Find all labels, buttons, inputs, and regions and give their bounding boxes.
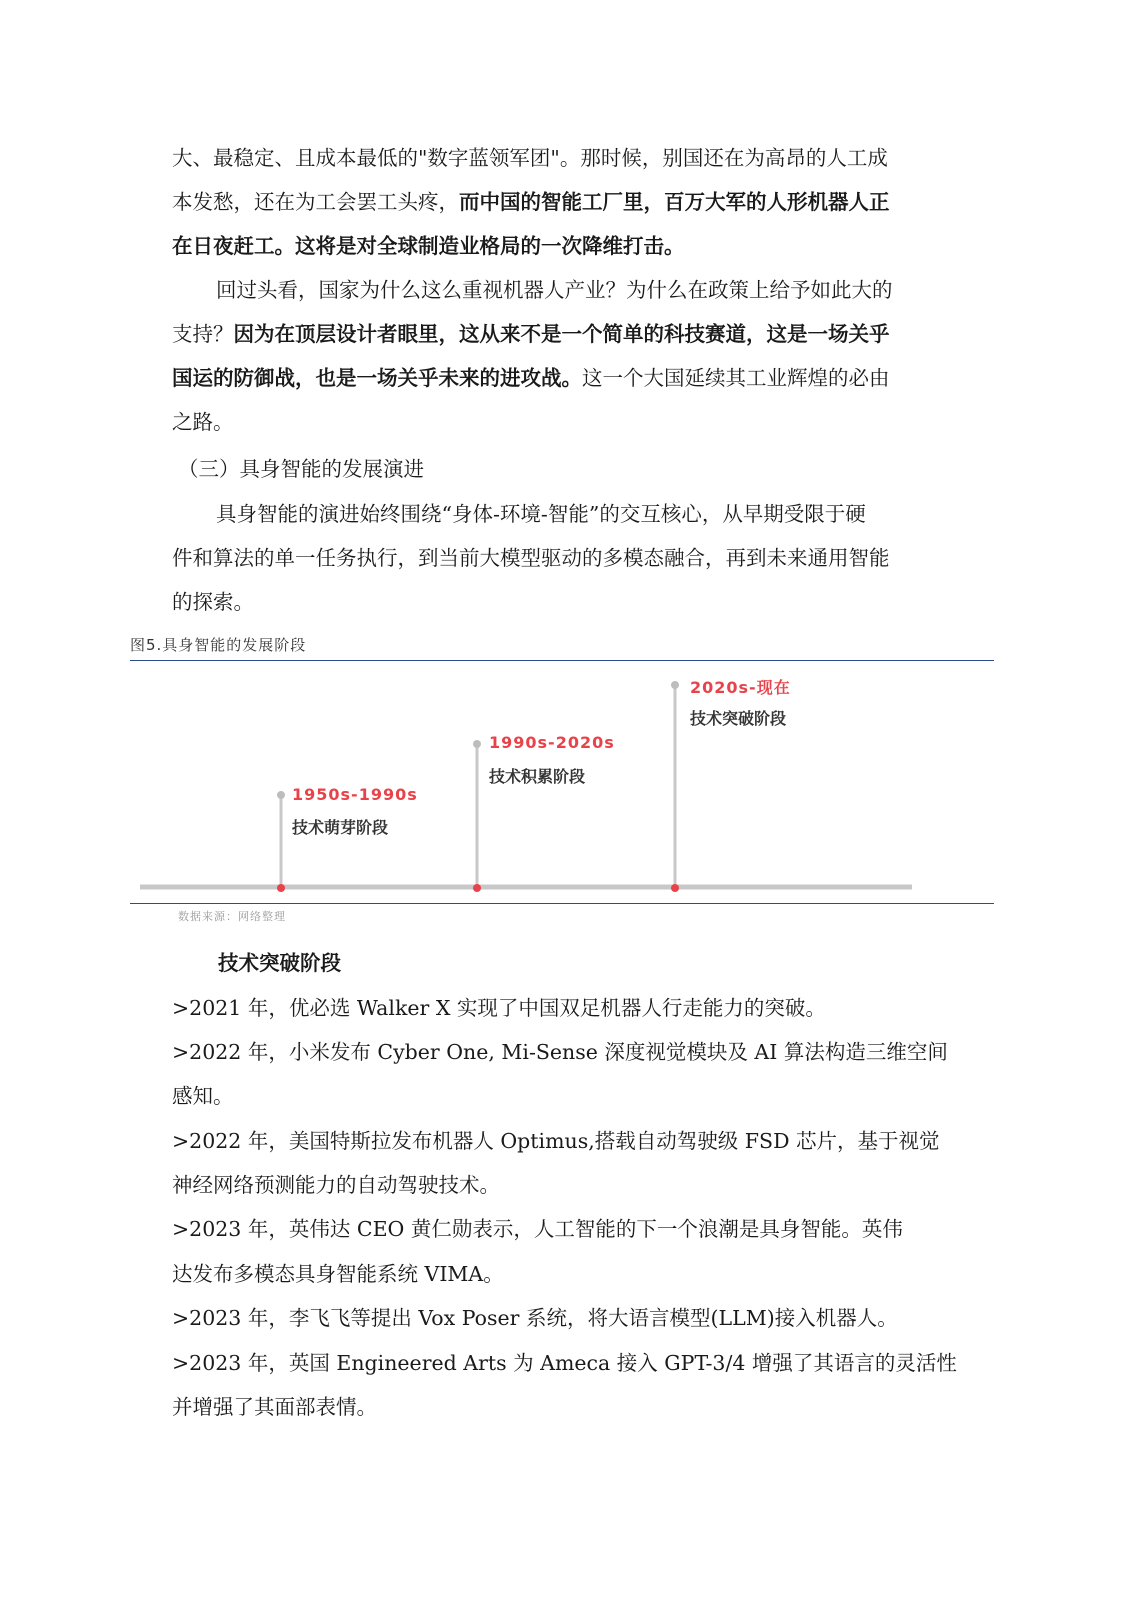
list-item-continuation: 神经网络预测能力的自动驾驶技术。 [172,1173,500,1197]
emphasis-text: 在日夜赶工。这将是对全球制造业格局的一次降维打击。 [172,234,685,258]
figure-source: 数据来源：网络整理 [178,910,286,923]
stage-marker [671,884,679,892]
stage-name: 技术积累阶段 [489,767,586,786]
figure-title: 图5.具身智能的发展阶段 [130,636,307,654]
list-item: >2021 年，优必选 Walker X 实现了中国双足机器人行走能力的突破。 [172,996,826,1020]
list-item-continuation: 达发布多模态具身智能系统 VIMA。 [172,1262,504,1286]
body-text-line: 大、最稳定、且成本最低的"数字蓝领军团"。那时候，别国还在为高昂的人工成 [172,146,888,170]
list-item: >2023 年，英国 Engineered Arts 为 Ameca 接入 GPT-3/4 增强了其语言的灵活性 [172,1351,957,1375]
list-item-continuation: 感知。 [172,1084,234,1108]
body-text-line: 具身智能的演进始终围绕“身体-环境-智能”的交互核心，从早期受限于硬 [216,502,866,526]
section-heading: （三）具身智能的发展演进 [178,457,424,481]
emphasis-text: 因为在顶层设计者眼里，这从来不是一个简单的科技赛道，这是一场关乎 [233,322,890,346]
stage-marker [473,884,481,892]
stage-name: 技术突破阶段 [690,709,787,728]
stage-period: 1950s-1990s [292,785,418,804]
list-item: >2022 年，美国特斯拉发布机器人 Optimus,搭载自动驾驶级 FSD 芯片，基于视觉 [172,1129,940,1153]
stage-top-dot [473,740,481,748]
stage-top-dot [277,791,285,799]
body-text-line: 之路。 [172,410,234,434]
list-item: >2023 年，李飞飞等提出 Vox Poser 系统，将大语言模型(LLM)接入机器人。 [172,1306,898,1330]
subsection-heading: 技术突破阶段 [218,951,341,975]
emphasis-text: 国运的防御战，也是一场关乎未来的进攻战。 [172,366,582,390]
stage-marker [277,884,285,892]
stage-top-dot [671,681,679,689]
stage-period: 2020s-现在 [690,678,791,697]
list-item: >2022 年，小米发布 Cyber One, Mi-Sense 深度视觉模块及 AI 算法构造三维空间 [172,1040,948,1064]
body-text: 支持？ [172,322,234,346]
stage-period: 1990s-2020s [489,733,615,752]
body-text-line: 的探索。 [172,590,254,614]
list-item-continuation: 并增强了其面部表情。 [172,1395,377,1419]
emphasis-text: 而中国的智能工厂里，百万大军的人形机器人正 [459,190,890,214]
body-text: 这一个大国延续其工业辉煌的必由 [582,366,890,390]
body-text: 本发愁，还在为工会罢工头疼， [172,190,459,214]
body-text-line: 件和算法的单一任务执行，到当前大模型驱动的多模态融合，再到未来通用智能 [172,546,890,570]
figure-bottom-rule [130,903,994,904]
body-text-line: 回过头看，国家为什么这么重视机器人产业？为什么在政策上给予如此大的 [216,278,893,302]
stage-name: 技术萌芽阶段 [292,818,389,837]
list-item: >2023 年，英伟达 CEO 黄仁勋表示，人工智能的下一个浪潮是具身智能。英伟 [172,1217,903,1241]
